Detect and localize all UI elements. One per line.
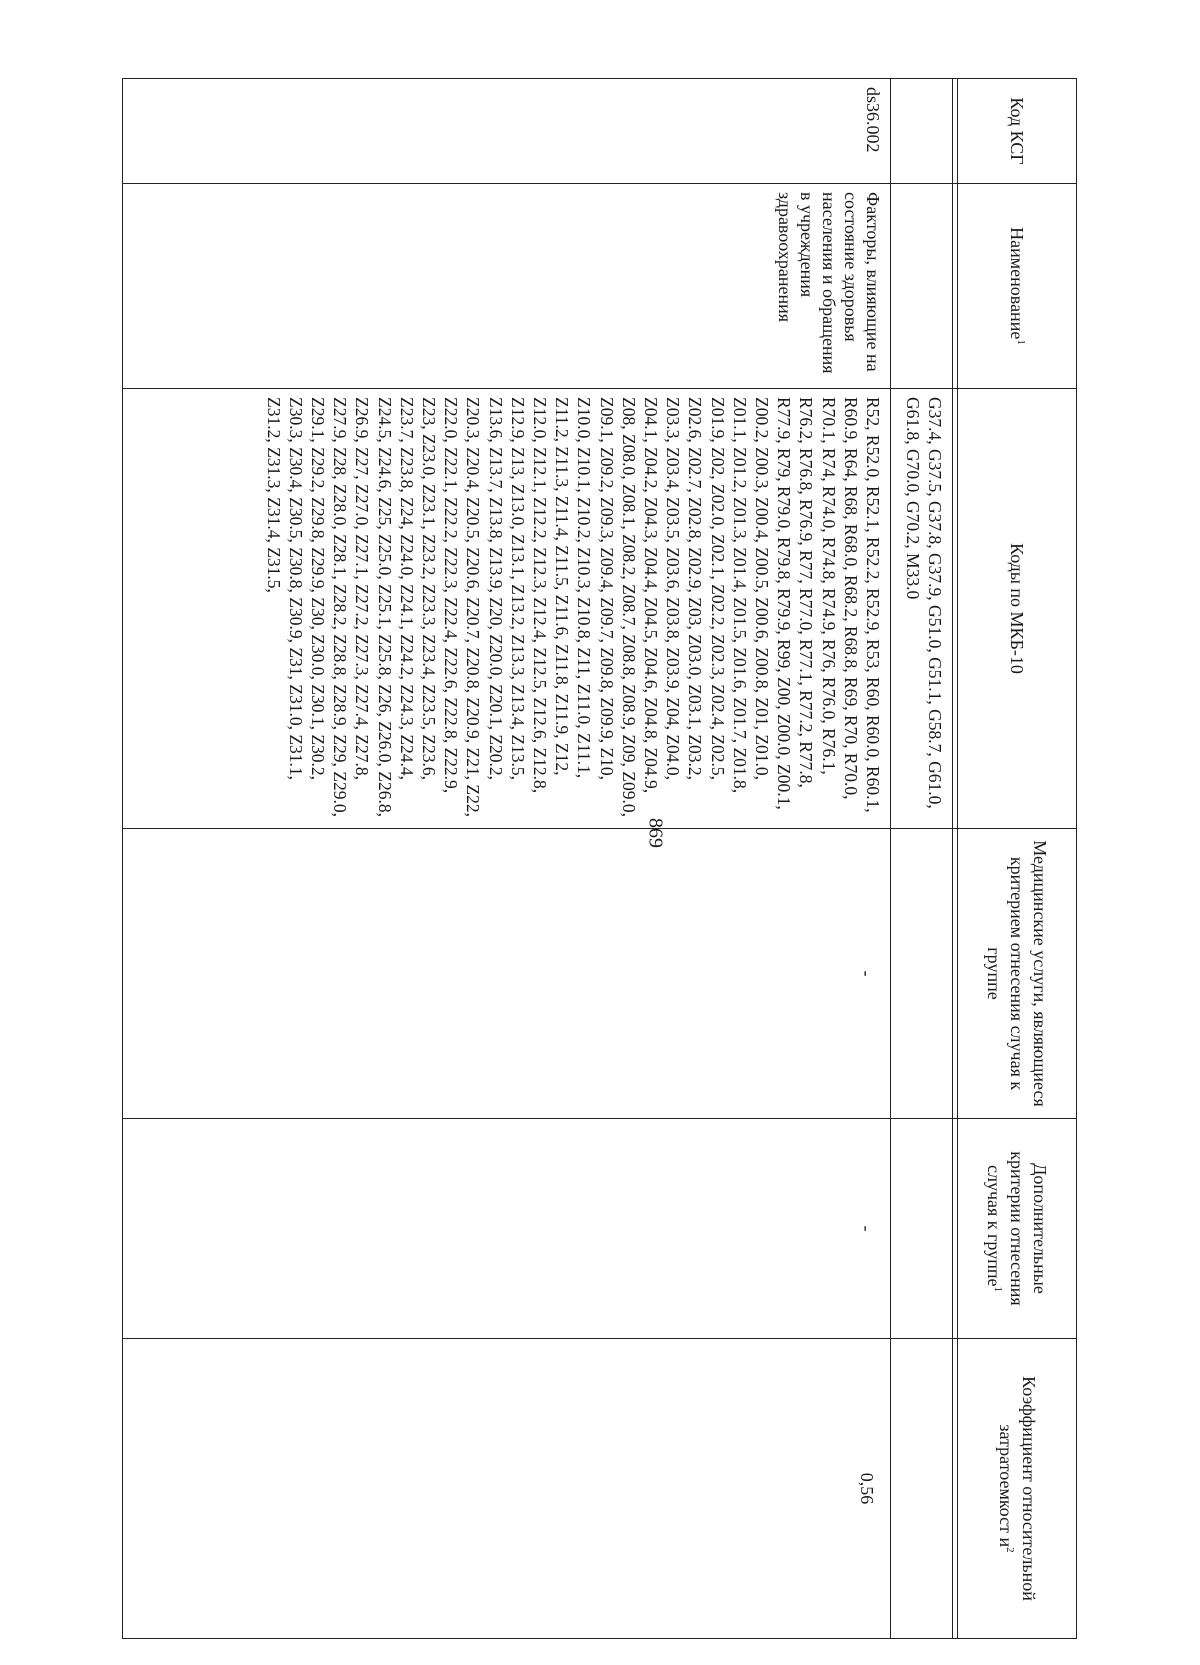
cell-code bbox=[891, 79, 953, 184]
header-mkb: Коды по МКБ-10 bbox=[958, 389, 1077, 829]
cell-services: - bbox=[123, 829, 891, 1119]
header-code: Код КСГ bbox=[958, 79, 1077, 184]
header-services: Медицинские услуги, являющиеся критерием отнесения случая к группе bbox=[958, 829, 1077, 1119]
header-criteria: Дополнительные критерии отнесения случая к группе$^1$ bbox=[958, 1119, 1077, 1339]
cell-name bbox=[891, 184, 953, 389]
table-header-row bbox=[958, 79, 1077, 1639]
cell-name: Факторы, влияющие на состояние здоровья населения и обращения в учреждения здравоохранения bbox=[123, 184, 891, 389]
cell-criteria: - bbox=[123, 1119, 891, 1339]
page-number: 869 bbox=[644, 818, 667, 848]
header-coef: Коэффициент относительной затратоемкост $и^2$ bbox=[958, 1339, 1077, 1639]
cell-coef: 0,56 bbox=[123, 1339, 891, 1639]
cell-services bbox=[891, 829, 953, 1119]
cell-mkb: R52, R52.0, R52.1, R52.2, R52.9, R53, R60, R60.0, R60.1, R60.9, R64, R68, R68.0, R68.2, R68.8, R69, R70, R70.0, R70.1, R74, R74.0, R74.8, R74.9, R76, R76.0, R76.1, R76.2, R76.8, R76.9, R77, R77.0, R77.1, R77.2, R77.8, R77.9, R79, R79.0, R79.8, R79.9, R99, Z00, Z00.0, Z00.1, Z00.2, Z00.3, Z00.4, Z00.5, Z00.6, Z00.8, Z01, Z01.0, Z01.1, Z01.2, Z01.3, Z01.4, Z01.5, Z01.6, Z01.7, Z01.8, Z01.9, Z02, Z02.0, Z02.1, Z02.2, Z02.3, Z02.4, Z02.5, Z02.6, Z02.7, Z02.8, Z02.9, Z03, Z03.0, Z03.1, Z03.2, Z03.3, Z03.4, Z03.5, Z03.6, Z03.8, Z03.9, Z04, Z04.0, Z04.1, Z04.2, Z04.3, Z04.4, Z04.5, Z04.6, Z04.8, Z04.9, Z08, Z08.0, Z08.1, Z08.2, Z08.7, Z08.8, Z08.9, Z09, Z09.0, Z09.1, Z09.2, Z09.3, Z09.4, Z09.7, Z09.8, Z09.9, Z10, Z10.0, Z10.1, Z10.2, Z10.3, Z10.8, Z11, Z11.0, Z11.1, Z11.2, Z11.3, Z11.4, Z11.5, Z11.6, Z11.8, Z11.9, Z12, Z12.0, Z12.1, Z12.2, Z12.3, Z12.4, Z12.5, Z12.6, Z12.8, Z12.9, Z13, Z13.0, Z13.1, Z13.2, Z13.3, Z13.4, Z13.5, Z13.6, Z13.7, Z13.8, Z13.9, Z20, Z20.0, Z20.1, Z20.2, Z20.3, Z20.4, Z20.5, Z20.6, Z20.7, Z20.8, Z20.9, Z21, Z22, Z22.0, Z22.1, Z22.2, Z22.3, Z22.4, Z22.6, Z22.8, Z22.9, Z23, Z23.0, Z23.1, Z23.2, Z23.3, Z23.4, Z23.5, Z23.6, Z23.7, Z23.8, Z24, Z24.0, Z24.1, Z24.2, Z24.3, Z24.4, Z24.5, Z24.6, Z25, Z25.0, Z25.1, Z25.8, Z26, Z26.0, Z26.8, Z26.9, Z27, Z27.0, Z27.1, Z27.2, Z27.3, Z27.4, Z27.8, Z27.9, Z28, Z28.0, Z28.1, Z28.2, Z28.8, Z28.9, Z29, Z29.0, Z29.1, Z29.2, Z29.8, Z29.9, Z30, Z30.0, Z30.1, Z30.2, Z30.3, Z30.4, Z30.5, Z30.8, Z30.9, Z31, Z31.0, Z31.1, Z31.2, Z31.3, Z31.4, Z31.5, bbox=[123, 389, 891, 829]
cell-mkb: G37.4, G37.5, G37.8, G37.9, G51.0, G51.1, G58.7, G61.0, G61.8, G70.0, G70.2, M33.0 bbox=[891, 389, 953, 829]
spacer-row bbox=[953, 79, 958, 1639]
cell-code: ds36.002 bbox=[123, 79, 891, 184]
table-row bbox=[891, 79, 953, 1639]
ksg-table bbox=[122, 78, 1077, 1639]
cell-coef bbox=[891, 1339, 953, 1639]
header-name: Наименование$^1$ bbox=[958, 184, 1077, 389]
cell-criteria bbox=[891, 1119, 953, 1339]
rotated-table-container bbox=[122, 78, 1077, 1638]
table-row bbox=[123, 79, 891, 1639]
